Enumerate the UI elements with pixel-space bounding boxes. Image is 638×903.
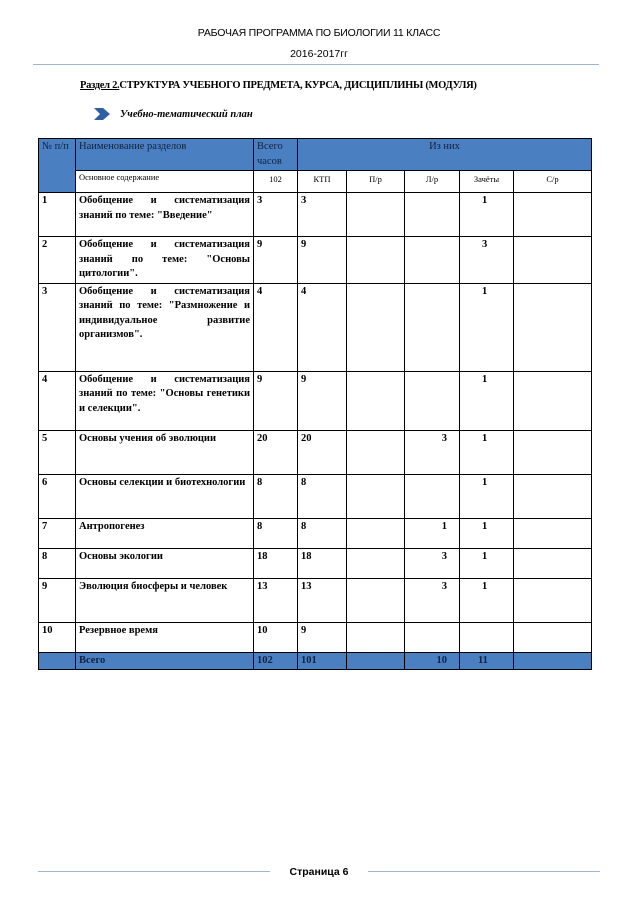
subheader-total: 102 [254,171,298,193]
row-name: Обобщение и систематизация знаний по теме: "Основы цитологии". [76,237,254,284]
row-zach: 1 [460,283,514,371]
header-num: № п/п [39,139,76,193]
header-total: Всего часов [254,139,298,171]
row-lr: 3 [405,430,460,474]
row-zach [460,622,514,652]
total-lr: 10 [405,652,460,670]
section-prefix: Раздел 2. [80,80,120,91]
row-pr [347,283,405,371]
row-pr [347,430,405,474]
row-zach: 1 [460,430,514,474]
row-lr: 3 [405,548,460,578]
row-name: Обобщение и систематизация знаний по теме: "Основы генетики и селекции". [76,371,254,430]
table-row [39,622,592,652]
row-ktp: 3 [298,193,347,237]
row-num: 7 [39,518,76,548]
row-ktp: 9 [298,622,347,652]
row-pr [347,474,405,518]
row-name: Основы учения об эволюции [76,430,254,474]
row-total: 8 [254,518,298,548]
row-pr [347,237,405,284]
row-sr [514,283,592,371]
row-name: Основы селекции и биотехнологии [76,474,254,518]
row-num: 9 [39,578,76,622]
row-ktp: 9 [298,237,347,284]
document-header-year: 2016-2017гг [290,48,348,60]
table-row [39,193,592,237]
row-ktp: 13 [298,578,347,622]
row-lr: 1 [405,518,460,548]
row-ktp: 4 [298,283,347,371]
row-zach: 1 [460,548,514,578]
row-sr [514,474,592,518]
row-sr [514,578,592,622]
row-pr [347,371,405,430]
document-header-title: РАБОЧАЯ ПРОГРАММА ПО БИОЛОГИИ 11 КЛАСС [197,27,441,39]
row-name: Антропогенез [76,518,254,548]
chevron-right-icon [94,108,110,120]
row-zach: 1 [460,193,514,237]
total-num-cell [39,652,76,670]
row-zach: 1 [460,474,514,518]
section-heading [80,80,477,91]
row-lr [405,371,460,430]
row-zach: 3 [460,237,514,284]
table-row [39,283,592,371]
table-row [39,371,592,430]
table-row [39,430,592,474]
row-sr [514,237,592,284]
row-total: 4 [254,283,298,371]
row-lr [405,193,460,237]
row-lr [405,622,460,652]
row-lr [405,474,460,518]
row-total: 8 [254,474,298,518]
row-num: 6 [39,474,76,518]
subsection-heading [94,108,253,120]
table-row [39,548,592,578]
subheader-zach: Зачёты [460,171,514,193]
row-pr [347,622,405,652]
row-ktp: 18 [298,548,347,578]
total-zach: 11 [460,652,514,670]
row-pr [347,578,405,622]
subheader-content: Основное содержание [76,171,254,193]
row-pr [347,193,405,237]
table-total-row [39,652,592,670]
row-num: 3 [39,283,76,371]
row-total: 9 [254,237,298,284]
row-num: 10 [39,622,76,652]
row-num: 4 [39,371,76,430]
row-name: Обобщение и систематизация знаний по теме: "Введение" [76,193,254,237]
total-sr [514,652,592,670]
header-of-them: Из них [298,139,592,171]
row-num: 5 [39,430,76,474]
total-ktp: 101 [298,652,347,670]
table-subheader-row [39,171,592,193]
row-name: Основы экологии [76,548,254,578]
page-number-label: Страница 6 [282,866,357,878]
table-row [39,578,592,622]
header-divider [33,64,599,65]
row-sr [514,430,592,474]
subsection-title: Учебно-тематический план [120,108,253,120]
row-zach: 1 [460,371,514,430]
row-sr [514,622,592,652]
table-header-row [39,139,592,171]
row-total: 9 [254,371,298,430]
row-ktp: 8 [298,474,347,518]
row-zach: 1 [460,518,514,548]
header-name: Наименование разделов [76,139,254,171]
row-name: Резервное время [76,622,254,652]
total-label: Всего [76,652,254,670]
subheader-lr: Л/р [405,171,460,193]
subheader-sr: С/р [514,171,592,193]
total-pr [347,652,405,670]
row-num: 2 [39,237,76,284]
row-ktp: 9 [298,371,347,430]
row-total: 13 [254,578,298,622]
row-name: Обобщение и систематизация знаний по теме: "Размножение и индивидуальное развитие организмов". [76,283,254,371]
row-sr [514,548,592,578]
row-sr [514,371,592,430]
row-total: 10 [254,622,298,652]
table-row [39,518,592,548]
subheader-pr: П/р [347,171,405,193]
row-num: 8 [39,548,76,578]
row-total: 18 [254,548,298,578]
row-ktp: 8 [298,518,347,548]
row-name: Эволюция биосферы и человек [76,578,254,622]
row-pr [347,548,405,578]
page-number [0,866,638,878]
row-zach: 1 [460,578,514,622]
section-title: СТРУКТУРА УЧЕБНОГО ПРЕДМЕТА, КУРСА, ДИСЦИПЛИНЫ (МОДУЛЯ) [119,80,477,91]
row-pr [347,518,405,548]
row-ktp: 20 [298,430,347,474]
total-total: 102 [254,652,298,670]
row-total: 20 [254,430,298,474]
row-sr [514,518,592,548]
subheader-ktp: КТП [298,171,347,193]
table-row [39,237,592,284]
row-lr [405,237,460,284]
row-total: 3 [254,193,298,237]
row-lr: 3 [405,578,460,622]
curriculum-table [38,138,592,670]
table-row [39,474,592,518]
row-lr [405,283,460,371]
row-num: 1 [39,193,76,237]
row-sr [514,193,592,237]
